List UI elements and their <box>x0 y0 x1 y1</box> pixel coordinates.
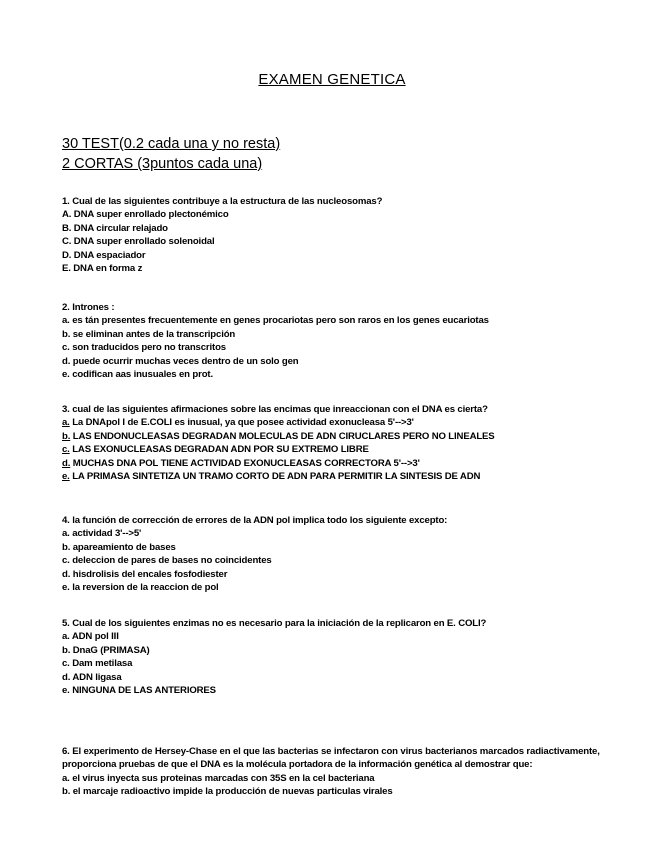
answer-option <box>62 457 610 470</box>
answer-option: d. ADN ligasa <box>62 671 122 683</box>
answer-option: e. NINGUNA DE LAS ANTERIORES <box>62 685 216 697</box>
option-text: LAS ENDONUCLEASAS DEGRADAN MOLECULAS DE ADN CIRUCLARES PERO NO LINEALES <box>70 430 495 442</box>
answer-option: C. DNA super enrollado solenoidal <box>62 236 215 248</box>
question-6 <box>62 745 610 799</box>
answer-option: b. se eliminan antes de la transcripción <box>62 328 236 340</box>
question-5 <box>62 617 610 697</box>
page-title: EXAMEN GENETICA <box>258 71 406 88</box>
answer-option: D. DNA espaciador <box>62 249 146 261</box>
option-text: LA PRIMASA SINTETIZA UN TRAMO CORTO DE ADN PARA PERMITIR LA SINTESIS DE ADN <box>69 471 481 483</box>
option-marker: e. <box>62 471 70 483</box>
option-marker: b. <box>62 430 71 442</box>
question-stem: 2. Intrones : <box>62 302 115 313</box>
question-stem: 6. El experimento de Hersey-Chase en el que las bacterias se infectaron con virus bacterianos marcados radiactivamente, proporciona pruebas de que el DNA es la molécula portadora de la información genética al demostrar que: <box>62 746 600 771</box>
answer-option: d. hisdrolisis del encales fosfodiester <box>62 568 228 580</box>
answer-option: a. actividad 3'-->5' <box>62 528 142 540</box>
answer-option <box>62 430 610 443</box>
answer-option: E. DNA en forma z <box>62 263 143 275</box>
answer-option: e. codifican aas inusuales en prot. <box>62 369 213 381</box>
question-3 <box>62 403 610 483</box>
answer-option: b. el marcaje radioactivo impide la producción de nuevas particulas virales <box>62 786 393 798</box>
answer-option <box>62 470 610 483</box>
question-stem: 4. la función de corrección de errores de la ADN pol implica todo los siguiente excepto: <box>62 515 448 526</box>
option-text: LAS EXONUCLEASAS DEGRADAN ADN POR SU EXTREMO LIBRE <box>69 444 369 456</box>
answer-option: a. es tán presentes frecuentemente en genes procariotas pero son raros en los genes eucariotas <box>62 315 489 327</box>
exam-format-test: 30 TEST(0.2 cada una y no resta) <box>62 136 281 152</box>
answer-option: e. la reversion de la reaccion de pol <box>62 582 219 594</box>
question-stem: 3. cual de las siguientes afirmaciones sobre las encimas que inreaccionan con el DNA es cierta? <box>62 404 488 415</box>
answer-option: A. DNA super enrollado plectonémico <box>62 209 229 221</box>
question-stem: 1. Cual de las siguientes contribuye a la estructura de las nucleosomas? <box>62 196 383 207</box>
answer-option: a. el virus inyecta sus proteinas marcadas con 35S en la cel bacteriana <box>62 772 375 784</box>
question-1 <box>62 195 610 275</box>
answer-option: c. deleccion de pares de bases no coincidentes <box>62 555 272 567</box>
option-marker: a. <box>62 417 70 429</box>
option-text: La DNApol I de E.COLI es inusual, ya que posee actividad exonucleasa 5'-->3' <box>69 417 414 429</box>
question-2 <box>62 301 610 381</box>
answer-option: b. DnaG (PRIMASA) <box>62 644 150 656</box>
option-marker: d. <box>62 457 71 469</box>
option-marker: c. <box>62 444 70 456</box>
option-text: MUCHAS DNA POL TIENE ACTIVIDAD EXONUCLEASAS CORRECTORA 5'-->3' <box>70 457 420 469</box>
answer-option <box>62 443 610 456</box>
exam-format-short: 2 CORTAS (3puntos cada una) <box>62 156 263 172</box>
answer-option: B. DNA circular relajado <box>62 222 168 234</box>
answer-option: c. son traducidos pero no transcritos <box>62 342 226 354</box>
question-4 <box>62 514 610 594</box>
question-stem: 5. Cual de los siguientes enzimas no es necesario para la iniciación de la replicaron en E. COLI? <box>62 618 487 629</box>
answer-option: c. Dam metilasa <box>62 658 133 670</box>
answer-option: d. puede ocurrir muchas veces dentro de un solo gen <box>62 355 299 367</box>
answer-option <box>62 416 610 429</box>
answer-option: b. apareamiento de bases <box>62 541 176 553</box>
answer-option: a. ADN pol III <box>62 631 119 643</box>
